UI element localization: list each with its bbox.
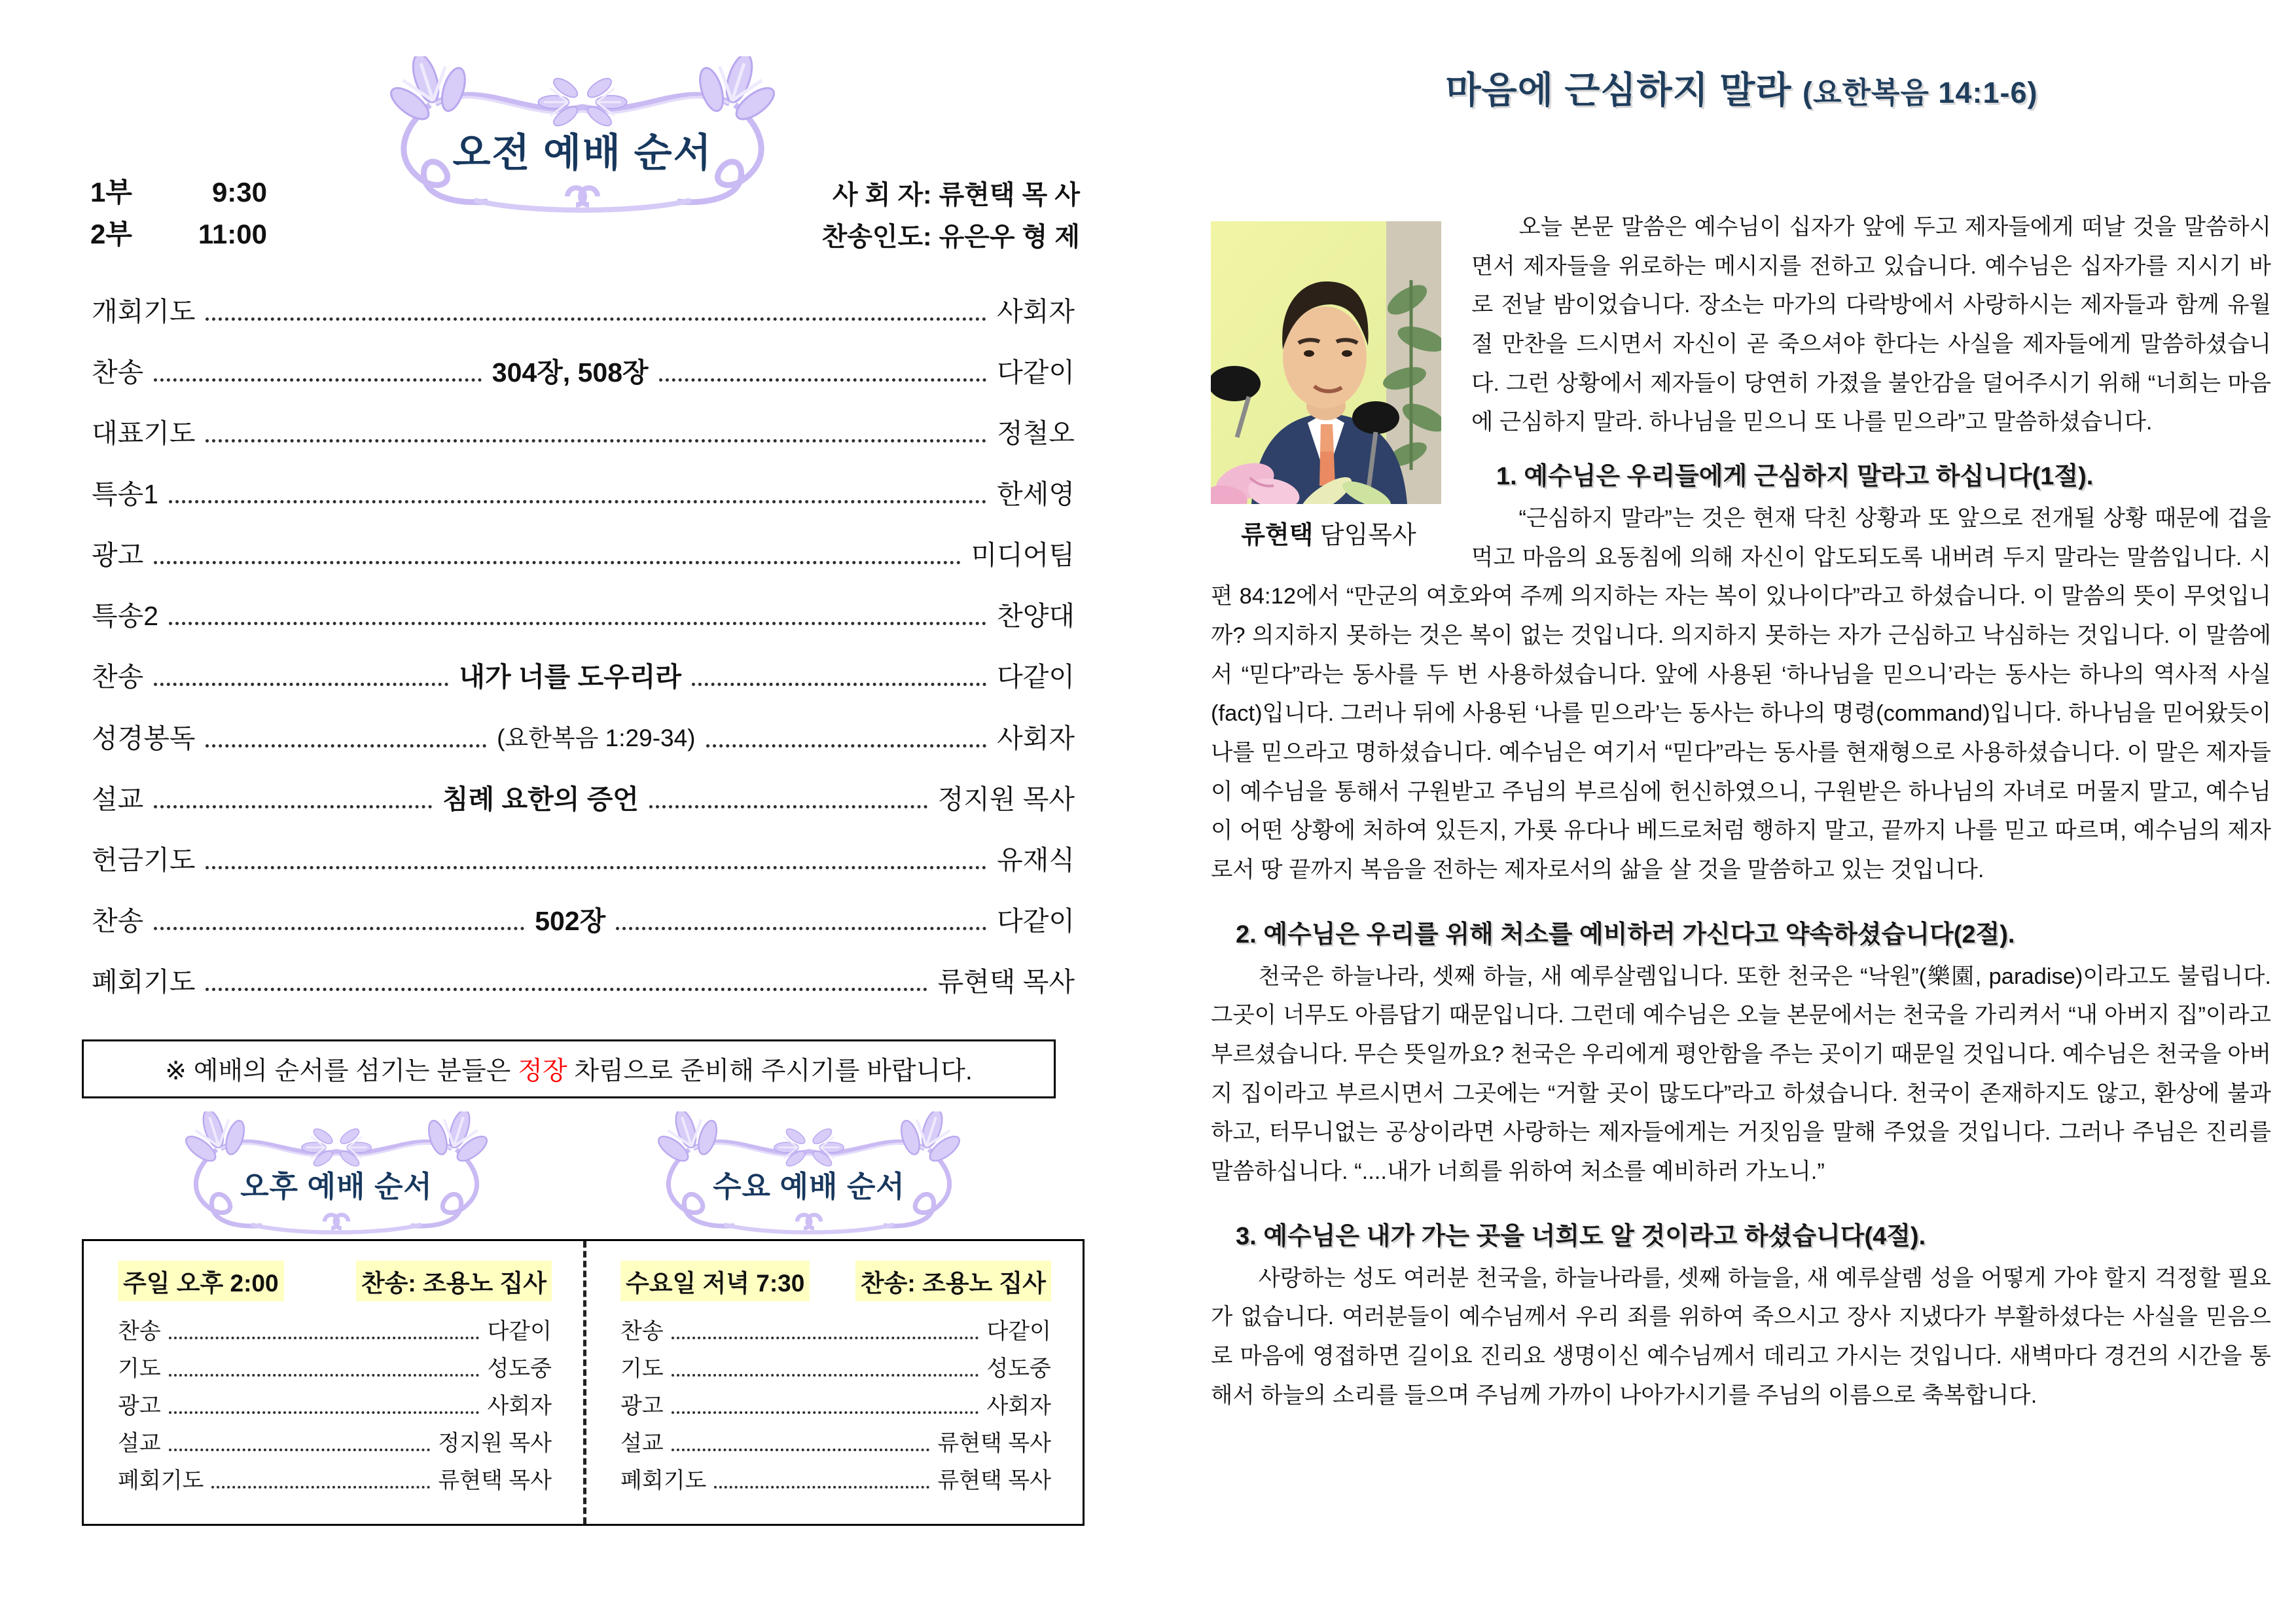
dotted-leader bbox=[154, 683, 448, 686]
service-part-label: 2부 bbox=[90, 219, 132, 249]
order-label: 찬송 bbox=[92, 357, 144, 388]
sermon-section-1-body: “근심하지 말라”는 것은 현재 닥친 상황과 또 앞으로 전개될 상황 때문에 겁을 먹고 마음의 요동침에 의해 자신이 압도되도록 내버려 두지 말라는 말씀입니다. 시편 84:12에서 “만군의 여호와여 주께 의지하는 자는 복이 있나이다”라고 하셨습니다. 이 말씀의 뜻이 무엇입니까? 의지하지 못하는 것은 복이 없는 것입니다. 의지하지 못하는 자가 근심하고 낙심하는 것입니다. 이 말씀에서 “믿다”라는 동사를 두 번 사용하셨습니다. 앞에 사용된 ‘하나님을 믿으니’라는 동사는 하나의 역사적 사실(fact)입니다. 그러나 뒤에 사용된 ‘나를 믿으라’는 동사는 하나의 명령(command)입니다. 하나님을 믿어왔듯이 나를 믿으라고 명하셨습니다. 예수님은 여기서 “믿다”라는 동사를 현재형으로 사용하셨습니다. 이 말은 제자들이 예수님을 통해서 구원받고 주님의 부르심에 헌신하였으니, 구원받은 하나님의 자녀로 머물지 말고, 예수님이 어떤 상황에 처하여 있든지, 가룟 유다나 베드로처럼 행하지 말고, 끝까지 나를 믿고 따르며, 예수님의 제자로서 땅 끝까지 복음을 전하는 제자로서의 삶을 살 것을 말씀하고 있는 것입니다. bbox=[1211, 506, 2271, 883]
afternoon-lead: 찬송: 조용노 집사 bbox=[356, 1261, 552, 1301]
order-label: 광고 bbox=[620, 1394, 664, 1418]
order-label: 광고 bbox=[92, 540, 144, 571]
service-part-time: 9:30 bbox=[211, 177, 267, 208]
order-name: 다같이 bbox=[986, 1319, 1051, 1344]
dotted-leader bbox=[169, 622, 986, 625]
dotted-leader bbox=[211, 1486, 430, 1489]
order-row bbox=[620, 1356, 1051, 1382]
order-label: 설교 bbox=[118, 1431, 161, 1456]
order-label: 설교 bbox=[620, 1431, 664, 1456]
sermon-section-3-body: 사랑하는 성도 여러분 천국을, 하늘나라를, 셋째 하늘을, 새 예루살렘 성을 어떻게 가야 할지 걱정할 필요가 없습니다. 여러분들이 예수님께서 우리 죄를 위하여 죽으시고 장사 지냈다가 부활하셨다는 사실을 믿음으로 마음에 영접하면 길이요 진리요 생명이신 예수님께서 데리고 가시는 것입니다. 새벽마다 경건의 시간을 통해서 하늘의 소리를 들으며 주님께 가까이 나아가시기를 주님의 이름으로 축복합니다. bbox=[1211, 1265, 2271, 1408]
order-label: 찬송 bbox=[92, 662, 144, 693]
order-name: 다같이 bbox=[487, 1319, 552, 1344]
order-label: 찬송 bbox=[118, 1319, 161, 1344]
dotted-leader bbox=[169, 500, 986, 503]
order-row bbox=[118, 1468, 552, 1494]
pastor-caption bbox=[1211, 514, 1446, 550]
notice-text bbox=[165, 1051, 973, 1087]
wednesday-time: 수요일 저녁 7:30 bbox=[620, 1261, 810, 1301]
order-name: 정철오 bbox=[997, 418, 1075, 449]
order-label: 찬송 bbox=[620, 1319, 664, 1344]
service-part-time: 11:00 bbox=[198, 219, 267, 249]
dotted-leader bbox=[169, 1411, 480, 1414]
dotted-leader bbox=[154, 927, 524, 930]
pastor-name: 류현택 bbox=[1241, 522, 1314, 549]
service-time-row bbox=[90, 213, 267, 255]
service-time-row bbox=[90, 171, 267, 213]
notice-prefix: ※ 예배의 순서를 섬기는 분들은 bbox=[165, 1057, 518, 1085]
order-row bbox=[620, 1430, 1051, 1456]
dotted-leader bbox=[206, 988, 927, 991]
order-label: 성경봉독 bbox=[92, 723, 196, 753]
order-label: 개회기도 bbox=[92, 297, 196, 327]
order-label: 기도 bbox=[620, 1356, 664, 1381]
order-name: 성도중 bbox=[986, 1356, 1051, 1381]
order-row bbox=[92, 784, 1075, 815]
wednesday-service-title: 수요 예배 순서 bbox=[713, 1170, 905, 1203]
order-name: 류현택 목사 bbox=[937, 966, 1075, 997]
order-name: 정지원 목사 bbox=[937, 784, 1075, 814]
pastor-photo-block bbox=[1211, 221, 1446, 550]
order-name: 찬양대 bbox=[997, 601, 1075, 632]
morning-service-header bbox=[357, 56, 808, 221]
order-row bbox=[92, 478, 1075, 510]
order-label: 광고 bbox=[118, 1394, 161, 1418]
dotted-leader bbox=[169, 1374, 480, 1377]
afternoon-service-header bbox=[157, 1111, 516, 1241]
afternoon-service-column bbox=[84, 1241, 583, 1524]
dotted-leader bbox=[714, 1486, 929, 1489]
sermon-title-text: 마음에 근심하지 말라 bbox=[1445, 69, 1792, 111]
sermon-scripture-ref-text: (요한복음 14:1-6) bbox=[1803, 76, 2038, 109]
dotted-leader bbox=[206, 866, 986, 869]
order-row bbox=[92, 905, 1075, 937]
notice-emphasis: 정장 bbox=[518, 1057, 567, 1085]
wednesday-service-column bbox=[583, 1241, 1083, 1524]
sermon-section-3-heading: 3. 예수님은 내가 가는 곳을 너희도 알 것이라고 하셨습니다(4절). bbox=[1236, 1222, 1926, 1250]
order-row bbox=[92, 966, 1075, 998]
afternoon-service-head bbox=[118, 1261, 552, 1301]
pastor-photo-illustration bbox=[1211, 221, 1441, 504]
dotted-leader bbox=[649, 805, 927, 808]
order-label: 설교 bbox=[92, 784, 144, 814]
dotted-leader bbox=[706, 744, 987, 748]
dotted-leader bbox=[169, 1449, 431, 1451]
service-times bbox=[90, 171, 267, 255]
dotted-leader bbox=[659, 378, 987, 382]
order-label: 폐회기도 bbox=[118, 1468, 204, 1493]
order-row bbox=[118, 1318, 552, 1344]
dotted-leader bbox=[206, 439, 986, 442]
notice-suffix: 차림으로 준비해 주시기를 바랍니다. bbox=[567, 1057, 973, 1085]
order-name: 류현택 목사 bbox=[937, 1468, 1051, 1493]
order-row bbox=[118, 1356, 552, 1382]
moderator-line: 사 회 자: 류현택 목 사 bbox=[832, 181, 1080, 209]
order-name: 유재식 bbox=[997, 844, 1075, 875]
evening-services-box bbox=[82, 1239, 1085, 1526]
order-name: 정지원 목사 bbox=[438, 1431, 552, 1456]
dotted-leader bbox=[206, 744, 486, 748]
dotted-leader bbox=[672, 1337, 979, 1339]
dotted-leader bbox=[672, 1449, 930, 1451]
order-row bbox=[620, 1468, 1051, 1494]
dotted-leader bbox=[206, 317, 986, 321]
dotted-leader bbox=[169, 1337, 480, 1339]
pastor-role: 담임목사 bbox=[1313, 522, 1416, 549]
order-name: 한세영 bbox=[997, 479, 1075, 510]
order-name: 성도중 bbox=[487, 1356, 552, 1381]
order-row bbox=[92, 418, 1075, 449]
order-center: 내가 너를 도우리라 bbox=[459, 662, 682, 693]
order-center: 침례 요한의 증언 bbox=[442, 784, 639, 814]
order-label: 특송2 bbox=[92, 601, 159, 632]
sermon-section-2-body: 천국은 하늘나라, 셋째 하늘, 새 예루살렘입니다. 또한 천국은 “낙원”(樂園, paradise)이라고도 불립니다. 그곳이 너무도 아름답기 때문입니다. 그런데 예수님은 오늘 본문에서는 천국을 가리켜서 “내 아버지 집”이라고 부르셨습니다. 무슨 뜻일까요? 천국은 우리에게 평안함을 주는 곳이기 때문일 것입니다. 예수님은 천국을 아버지 집이라고 부르시면서 그곳에는 “거할 곳이 많도다”라고 하셨습니다. 천국이 존재하지도 않고, 환상에 불과하고, 터무니없는 공상이라면 사랑하는 제자들에게는 거짓임을 말해 주었을 것입니다. 그러나 주님은 진리를 말씀하십니다. “....내가 너희를 위하여 처소를 예비하러 가노니.” bbox=[1211, 964, 2271, 1185]
order-label: 기도 bbox=[118, 1356, 161, 1381]
order-row bbox=[92, 661, 1075, 693]
wednesday-lead: 찬송: 조용노 집사 bbox=[855, 1261, 1051, 1301]
order-name: 류현택 목사 bbox=[937, 1431, 1051, 1456]
pastor-photo bbox=[1211, 221, 1441, 504]
dotted-leader bbox=[154, 561, 960, 564]
dotted-leader bbox=[672, 1374, 979, 1377]
order-name: 류현택 목사 bbox=[438, 1468, 552, 1493]
dotted-leader bbox=[154, 805, 432, 808]
dotted-leader bbox=[154, 378, 482, 382]
order-label: 폐회기도 bbox=[620, 1468, 707, 1493]
wednesday-service-head bbox=[620, 1261, 1051, 1301]
order-name: 사회자 bbox=[997, 297, 1075, 327]
order-center: 304장, 508장 bbox=[492, 357, 649, 388]
order-row bbox=[92, 600, 1075, 632]
dress-code-notice bbox=[82, 1039, 1056, 1098]
sermon-intro: 오늘 본문 말씀은 예수님이 십자가 앞에 두고 제자들에게 떠날 것을 말씀하시면서 제자들을 위로하는 메시지를 전하고 있습니다. 예수님은 십자가를 지시기 바로 전날 밤이었습니다. 장소는 마가의 다락방에서 사랑하시는 제자들과 함께 유월절 만찬을 드시면서 자신이 곧 죽으셔야 한다는 사실을 제자들에게 말씀하셨습니다. 그런 상황에서 제자들이 당연히 가졌을 불안감을 덜어주시기 위해 “너희는 마음에 근심하지 말라. 하나님을 믿으니 또 나를 믿으라”고 말씀하셨습니다. bbox=[1471, 215, 2271, 435]
order-name: 사회자 bbox=[487, 1394, 552, 1418]
song-leader-line: 찬송인도: 유은우 형 제 bbox=[821, 223, 1080, 251]
order-label: 찬송 bbox=[92, 905, 144, 936]
afternoon-service-title: 오후 예배 순서 bbox=[240, 1170, 433, 1203]
sermon-section-2-heading: 2. 예수님은 우리를 위해 처소를 예비하러 가신다고 약속하셨습니다(2절). bbox=[1236, 920, 2015, 948]
order-row bbox=[92, 357, 1075, 388]
sermon-section-1-heading: 1. 예수님은 우리들에게 근심하지 말라고 하십니다(1절). bbox=[1496, 463, 2094, 491]
morning-service-title: 오전 예배 순서 bbox=[452, 131, 713, 175]
order-row bbox=[92, 539, 1075, 571]
order-center: 502장 bbox=[535, 905, 606, 936]
dotted-leader bbox=[616, 927, 986, 930]
service-part-label: 1부 bbox=[90, 177, 132, 208]
order-name: 다같이 bbox=[997, 662, 1075, 693]
order-name: 다같이 bbox=[997, 905, 1075, 936]
officiant-lines bbox=[753, 174, 1080, 258]
order-label: 폐회기도 bbox=[92, 966, 196, 997]
order-row bbox=[92, 844, 1075, 876]
order-row bbox=[92, 296, 1075, 327]
order-center: (요한복음 1:29-34) bbox=[497, 724, 696, 751]
order-row bbox=[118, 1430, 552, 1456]
order-row bbox=[118, 1393, 552, 1419]
order-name: 미디어팀 bbox=[971, 540, 1075, 571]
sermon-title bbox=[1211, 62, 2272, 114]
dotted-leader bbox=[692, 683, 986, 686]
order-label: 특송1 bbox=[92, 479, 159, 510]
order-row bbox=[92, 723, 1075, 754]
dotted-leader bbox=[672, 1411, 979, 1414]
order-row bbox=[620, 1393, 1051, 1419]
morning-order-list bbox=[92, 296, 1075, 998]
afternoon-time: 주일 오후 2:00 bbox=[118, 1261, 284, 1301]
wednesday-service-header bbox=[630, 1111, 988, 1241]
order-row bbox=[620, 1318, 1051, 1344]
sermon-body bbox=[1211, 208, 2271, 1415]
order-name: 사회자 bbox=[997, 723, 1075, 753]
order-name: 사회자 bbox=[986, 1394, 1051, 1418]
order-name: 다같이 bbox=[997, 357, 1075, 388]
order-label: 대표기도 bbox=[92, 418, 196, 449]
order-label: 헌금기도 bbox=[92, 844, 196, 875]
